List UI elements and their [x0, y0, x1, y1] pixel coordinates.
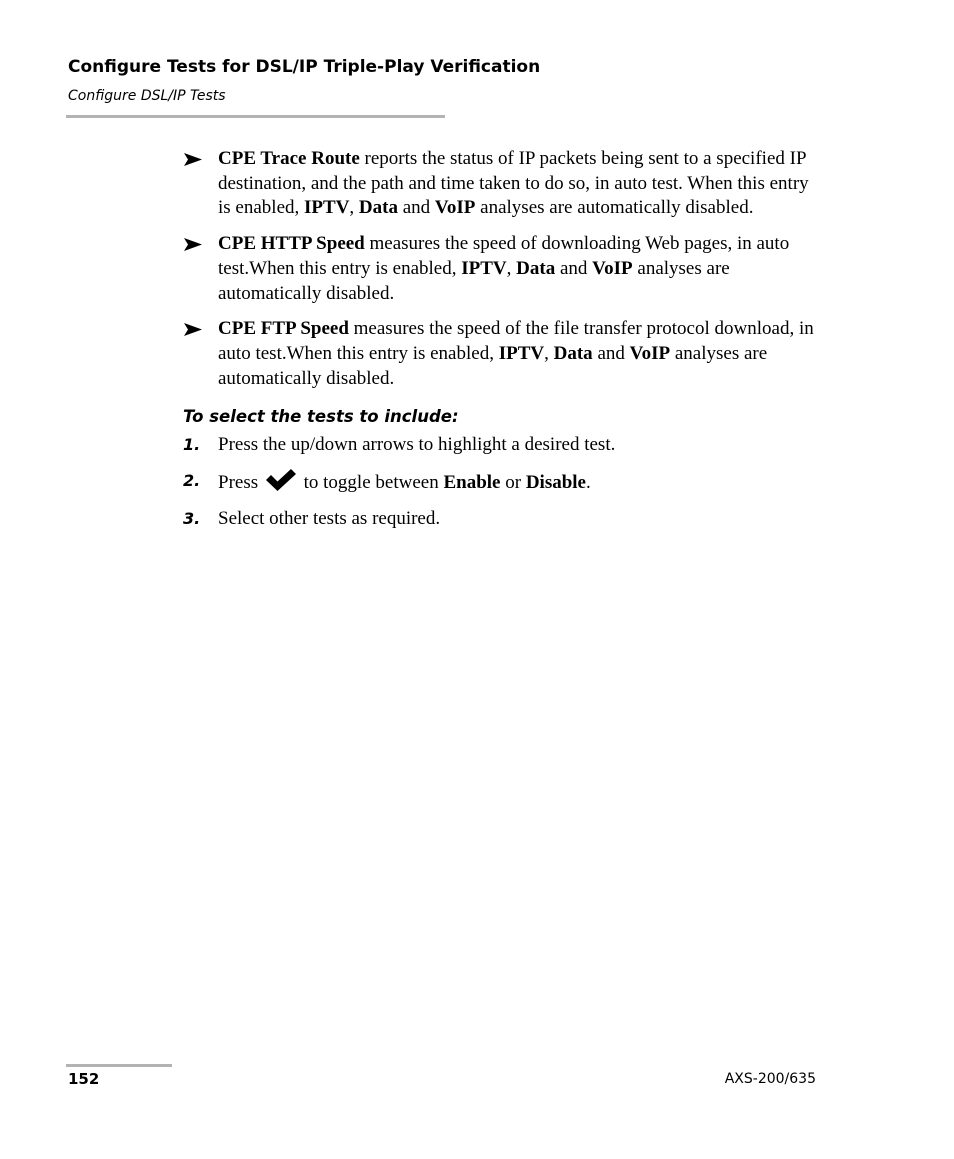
- bold-term: IPTV: [461, 257, 507, 279]
- bold-term: VoIP: [629, 342, 671, 364]
- procedure-heading: To select the tests to include:: [183, 407, 459, 427]
- bullet-text: measures the speed of downloading Web pages, in auto test.When this entry is enabled,: [218, 233, 790, 279]
- list-item: [183, 317, 823, 391]
- separator: and: [592, 342, 630, 364]
- page-content: [183, 147, 823, 542]
- page-title: Configure Tests for DSL/IP Triple-Play Verification: [68, 57, 541, 77]
- procedure-step: [183, 507, 823, 532]
- bold-term: IPTV: [304, 197, 350, 219]
- arrow-bullet-icon: [183, 317, 203, 341]
- bold-term: IPTV: [498, 342, 545, 364]
- footer-divider: [66, 1064, 172, 1067]
- separator: ,: [349, 197, 359, 219]
- step-number: 2.: [183, 471, 201, 491]
- bullet-term: CPE HTTP Speed: [218, 233, 365, 255]
- separator: ,: [506, 257, 517, 279]
- bold-term: Data: [358, 197, 398, 219]
- step-text: to toggle between: [298, 472, 444, 494]
- product-code: AXS-200/635: [724, 1071, 816, 1087]
- separator: and: [555, 257, 593, 279]
- bullet-text: analyses are automatically disabled.: [218, 342, 768, 389]
- bold-term: Data: [516, 257, 556, 279]
- bold-term: VoIP: [434, 197, 476, 219]
- list-item: [183, 147, 823, 221]
- bullet-text: analyses are automatically disabled.: [475, 197, 754, 219]
- step-text: Select other tests as required.: [218, 507, 441, 529]
- step-text: Press the up/down arrows to highlight a desired test.: [218, 434, 616, 456]
- header-divider: [66, 115, 445, 118]
- procedure-step: [183, 469, 823, 496]
- procedure-step: [183, 433, 823, 458]
- section-subtitle: Configure DSL/IP Tests: [68, 88, 226, 104]
- arrow-bullet-icon: [183, 232, 203, 256]
- bullet-term: CPE FTP Speed: [218, 318, 349, 340]
- step-text: or: [500, 472, 526, 494]
- bold-term: VoIP: [592, 257, 633, 279]
- separator: and: [397, 197, 435, 219]
- bold-term: Data: [553, 342, 593, 364]
- bold-term: Enable: [443, 472, 501, 494]
- bullet-text: analyses are automatically disabled.: [218, 257, 730, 304]
- step-text: Press: [218, 472, 259, 494]
- separator: ,: [544, 342, 554, 364]
- step-text: .: [586, 472, 591, 494]
- arrow-bullet-icon: [183, 147, 203, 171]
- bullet-text: measures the speed of the file transfer protocol download, in auto test.When this entry is enabled,: [218, 318, 814, 364]
- step-number: 3.: [183, 508, 201, 528]
- page-number: 152: [68, 1070, 100, 1088]
- list-item: [183, 232, 823, 306]
- step-number: 1.: [183, 435, 201, 455]
- checkmark-icon: [265, 469, 297, 491]
- bullet-text: reports the status of IP packets being sent to a specified IP destination, and the path and time taken to do so, in auto test. When this entry is enabled,: [218, 148, 809, 219]
- bullet-term: CPE Trace Route: [218, 148, 360, 169]
- bold-term: Disable: [525, 472, 586, 494]
